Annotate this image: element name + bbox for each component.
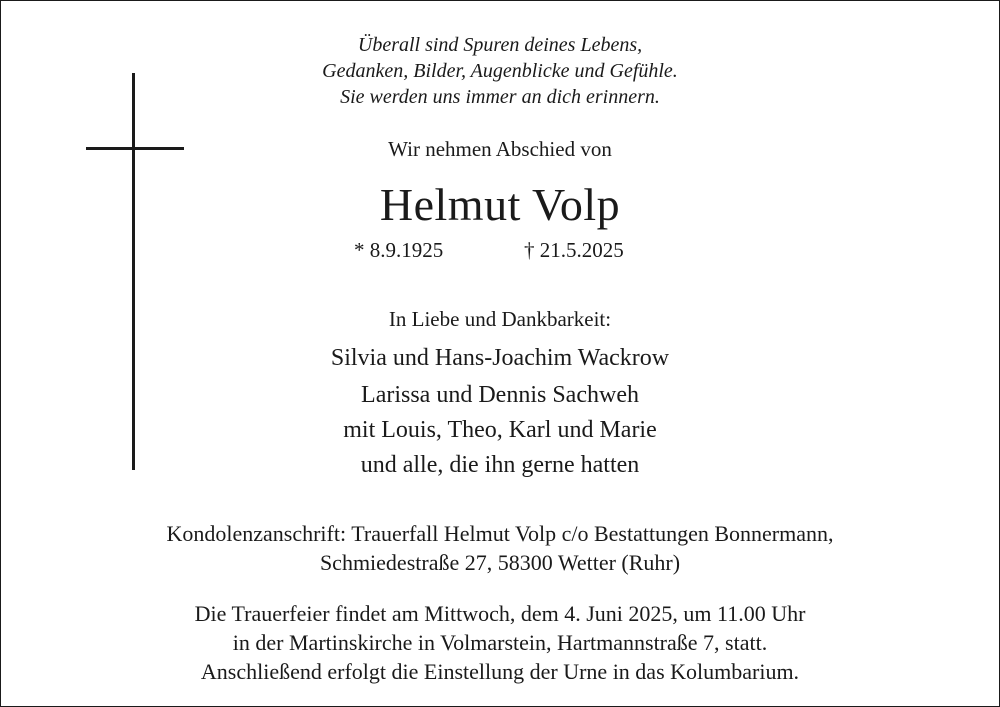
poem-line: Gedanken, Bilder, Augenblicke und Gefühle.	[322, 60, 678, 82]
death-date: † 21.5.2025	[524, 238, 624, 262]
deceased-name: Helmut Volp	[379, 179, 621, 230]
mourner-line: und alle, die ihn gerne hatten	[360, 452, 640, 478]
cross-vertical-bar	[132, 73, 135, 470]
poem-line: Überall sind Spuren deines Lebens,	[357, 34, 643, 56]
mourner-line: Silvia und Hans-Joachim Wackrow	[330, 345, 670, 371]
ceremony-line: Anschließend erfolgt die Einstellung der Urne in das Kolumbarium.	[200, 659, 800, 684]
condolence-line: Schmiedestraße 27, 58300 Wetter (Ruhr)	[319, 550, 681, 575]
ceremony-line: in der Martinskirche in Volmarstein, Hartmannstraße 7, statt.	[232, 630, 768, 655]
condolence-line: Kondolenzanschrift: Trauerfall Helmut Volp c/o Bestattungen Bonnermann,	[166, 521, 834, 546]
farewell-text: Wir nehmen Abschied von	[388, 137, 612, 161]
mourner-line: Larissa und Dennis Sachweh	[361, 382, 639, 408]
mourner-line: mit Louis, Theo, Karl und Marie	[343, 417, 657, 443]
thanks-heading: In Liebe und Dankbarkeit:	[388, 307, 612, 331]
poem-line: Sie werden uns immer an dich erinnern.	[340, 86, 660, 108]
ceremony-line: Die Trauerfeier findet am Mittwoch, dem 4. Juni 2025, um 11.00 Uhr	[194, 601, 806, 626]
birth-date: * 8.9.1925	[354, 238, 444, 262]
